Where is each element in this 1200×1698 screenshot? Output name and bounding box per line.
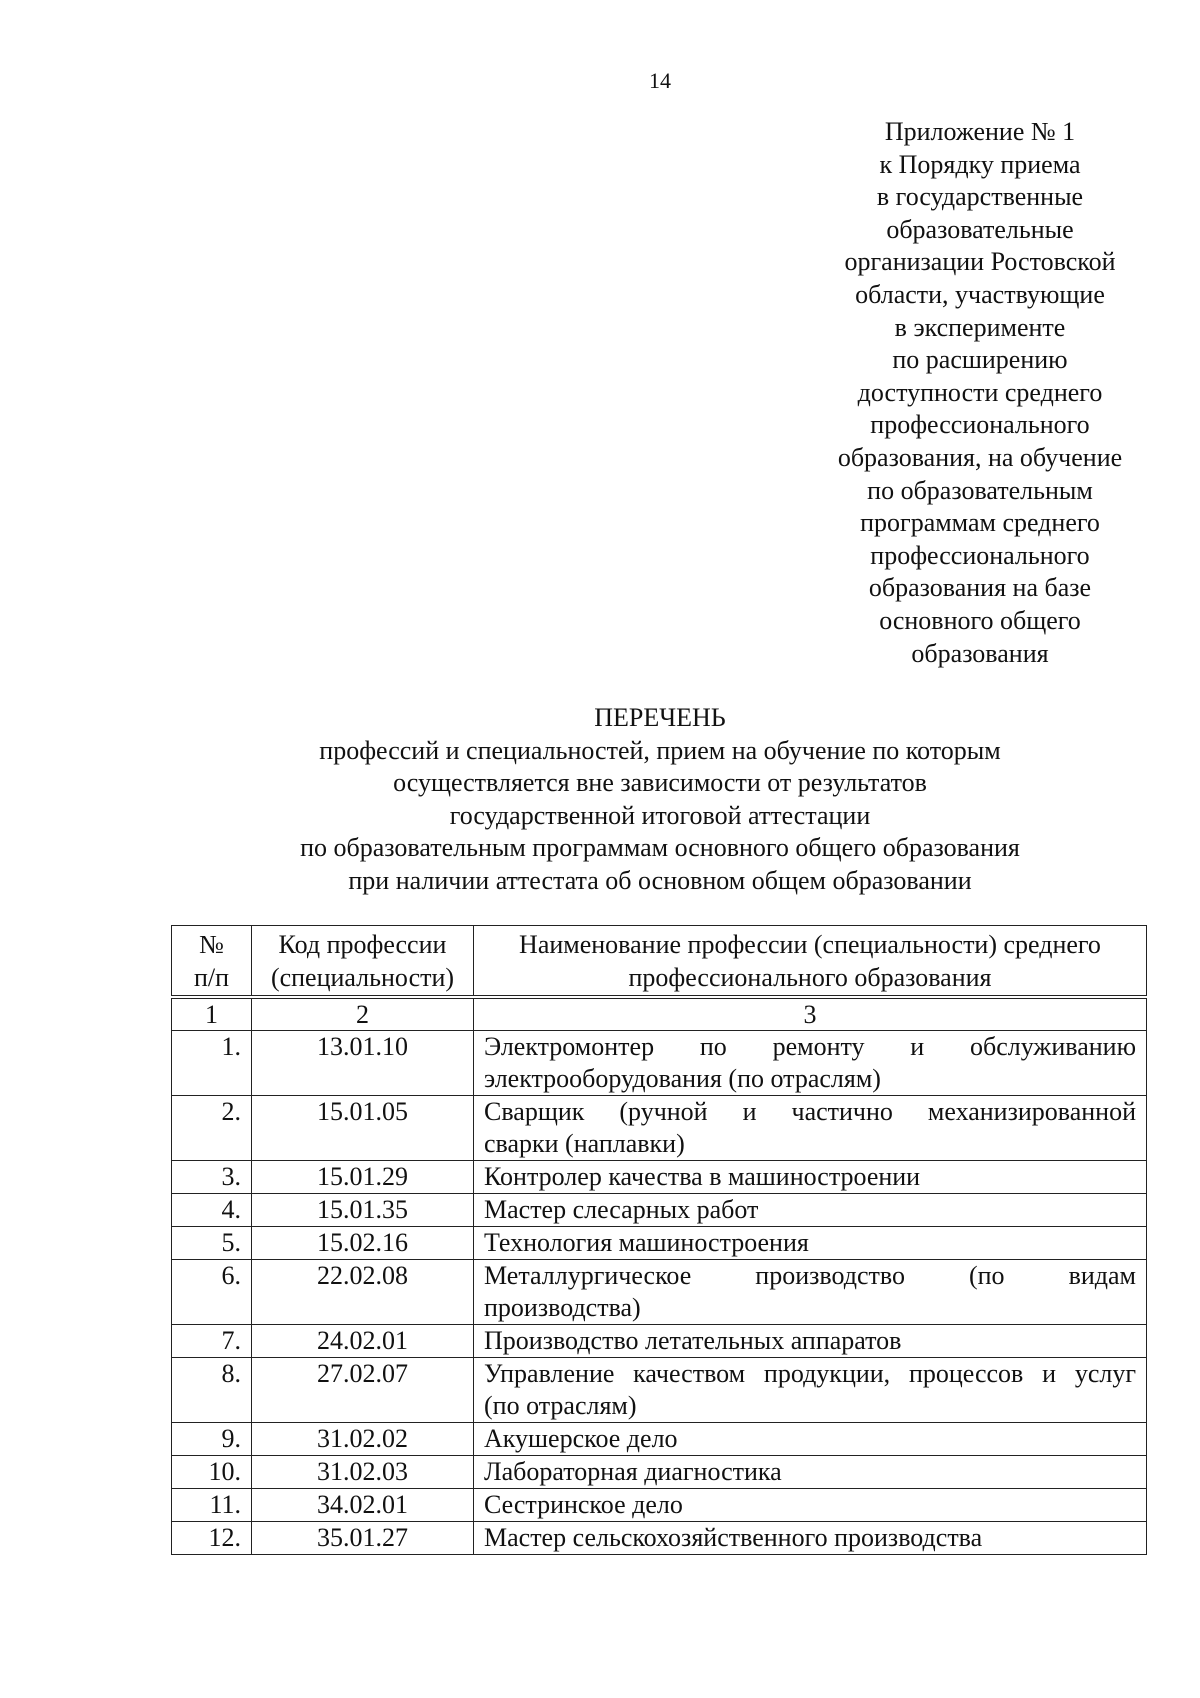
row-number: 11. <box>172 1489 252 1522</box>
row-number: 4. <box>172 1194 252 1227</box>
row-code: 34.02.01 <box>252 1489 474 1522</box>
appendix-line: образования на базе <box>868 573 1092 603</box>
row-name-line: электрооборудования (по отраслям) <box>484 1064 881 1093</box>
row-name: Акушерское дело <box>474 1423 1147 1456</box>
appendix-line: области, участвующие <box>855 279 1105 309</box>
row-name: Технология машиностроения <box>474 1227 1147 1260</box>
appendix-line: в государственные <box>876 182 1084 212</box>
list-subtitle-line: при наличии аттестата об основном общем образовании <box>348 865 972 895</box>
appendix-line: в эксперименте <box>894 312 1066 342</box>
page-number: 14 <box>649 68 671 93</box>
row-number: 6. <box>172 1260 252 1325</box>
row-code: 13.01.10 <box>252 1031 474 1096</box>
row-name <box>474 1260 1147 1325</box>
row-number: 3. <box>172 1161 252 1194</box>
professions-table <box>171 925 1147 1555</box>
row-code: 24.02.01 <box>252 1325 474 1358</box>
appendix-line: программам среднего <box>860 508 1100 538</box>
table-row <box>172 1358 1147 1423</box>
row-number: 10. <box>172 1456 252 1489</box>
row-name: Мастер сельскохозяйственного производства <box>474 1522 1147 1555</box>
row-name-line: Управление качеством продукции, процессов и услуг <box>484 1359 1136 1388</box>
header-name-line1: Наименование профессии (специальности) среднего <box>519 930 1101 959</box>
row-number: 1. <box>172 1031 252 1096</box>
row-number: 5. <box>172 1227 252 1260</box>
header-number <box>172 926 252 998</box>
row-name-line: сварки (наплавки) <box>484 1129 685 1158</box>
row-code: 27.02.07 <box>252 1358 474 1423</box>
table-row <box>172 1194 1147 1227</box>
row-code: 15.01.35 <box>252 1194 474 1227</box>
table-row <box>172 1456 1147 1489</box>
row-code: 15.01.05 <box>252 1096 474 1161</box>
appendix-line: образовательные <box>886 214 1074 244</box>
appendix-line: по расширению <box>892 345 1068 375</box>
list-subtitle-line: по образовательным программам основного общего образования <box>300 833 1020 863</box>
row-name <box>474 1096 1147 1161</box>
row-name: Производство летательных аппаратов <box>474 1325 1147 1358</box>
table-row <box>172 1489 1147 1522</box>
appendix-line: доступности среднего <box>857 377 1103 407</box>
column-number: 2 <box>252 997 474 1031</box>
row-name-line: Металлургическое производство (по видам <box>484 1261 1136 1290</box>
table-row <box>172 1423 1147 1456</box>
row-number: 9. <box>172 1423 252 1456</box>
header-code-line2: (специальности) <box>270 962 455 992</box>
row-number: 2. <box>172 1096 252 1161</box>
row-name-line: Электромонтер по ремонту и обслуживанию <box>484 1032 1136 1061</box>
header-number-line2: п/п <box>193 962 230 992</box>
row-code: 15.01.29 <box>252 1161 474 1194</box>
row-name-line: производства) <box>484 1293 641 1322</box>
list-subtitle-line: осуществляется вне зависимости от результатов <box>393 768 927 798</box>
table-row <box>172 1161 1147 1194</box>
row-name-line: Сварщик (ручной и частично механизированной <box>484 1097 1136 1126</box>
column-numbers-row <box>172 997 1147 1031</box>
table-row <box>172 1325 1147 1358</box>
appendix-header <box>780 116 1180 670</box>
appendix-line: Приложение № 1 <box>884 117 1076 146</box>
table-row <box>172 1227 1147 1260</box>
row-code: 31.02.03 <box>252 1456 474 1489</box>
table-row <box>172 1031 1147 1096</box>
row-code: 35.01.27 <box>252 1522 474 1555</box>
row-number: 7. <box>172 1325 252 1358</box>
row-name: Лабораторная диагностика <box>474 1456 1147 1489</box>
appendix-line: основного общего <box>879 605 1081 635</box>
row-code: 31.02.02 <box>252 1423 474 1456</box>
table-row <box>172 1522 1147 1555</box>
appendix-line: образования <box>911 638 1049 668</box>
row-code: 22.02.08 <box>252 1260 474 1325</box>
list-heading: ПЕРЕЧЕНЬ <box>594 703 726 732</box>
appendix-line: организации Ростовской <box>844 247 1116 277</box>
table-row <box>172 1260 1147 1325</box>
row-name <box>474 1031 1147 1096</box>
header-code <box>252 926 474 998</box>
header-name <box>474 926 1147 998</box>
list-subtitle-line: профессий и специальностей, прием на обучение по которым <box>319 735 1001 765</box>
list-subtitle-line: государственной итоговой аттестации <box>449 800 871 830</box>
header-number-line1: № <box>199 930 224 959</box>
appendix-line: к Порядку приема <box>879 149 1081 179</box>
row-name <box>474 1358 1147 1423</box>
appendix-line: профессионального <box>870 410 1090 440</box>
header-name-line2: профессионального образования <box>628 962 992 992</box>
appendix-line: образования, на обучение <box>837 442 1123 472</box>
column-number: 1 <box>172 997 252 1031</box>
table-row <box>172 1096 1147 1161</box>
row-number: 12. <box>172 1522 252 1555</box>
column-number: 3 <box>474 997 1147 1031</box>
row-code: 15.02.16 <box>252 1227 474 1260</box>
appendix-line: по образовательным <box>867 475 1093 505</box>
table-header-row <box>172 926 1147 998</box>
row-number: 8. <box>172 1358 252 1423</box>
row-name: Мастер слесарных работ <box>474 1194 1147 1227</box>
row-name-line: (по отраслям) <box>484 1391 637 1420</box>
row-name: Сестринское дело <box>474 1489 1147 1522</box>
header-code-line1: Код профессии <box>278 930 447 959</box>
row-name: Контролер качества в машиностроении <box>474 1161 1147 1194</box>
appendix-line: профессионального <box>870 540 1090 570</box>
list-title <box>0 702 1200 898</box>
